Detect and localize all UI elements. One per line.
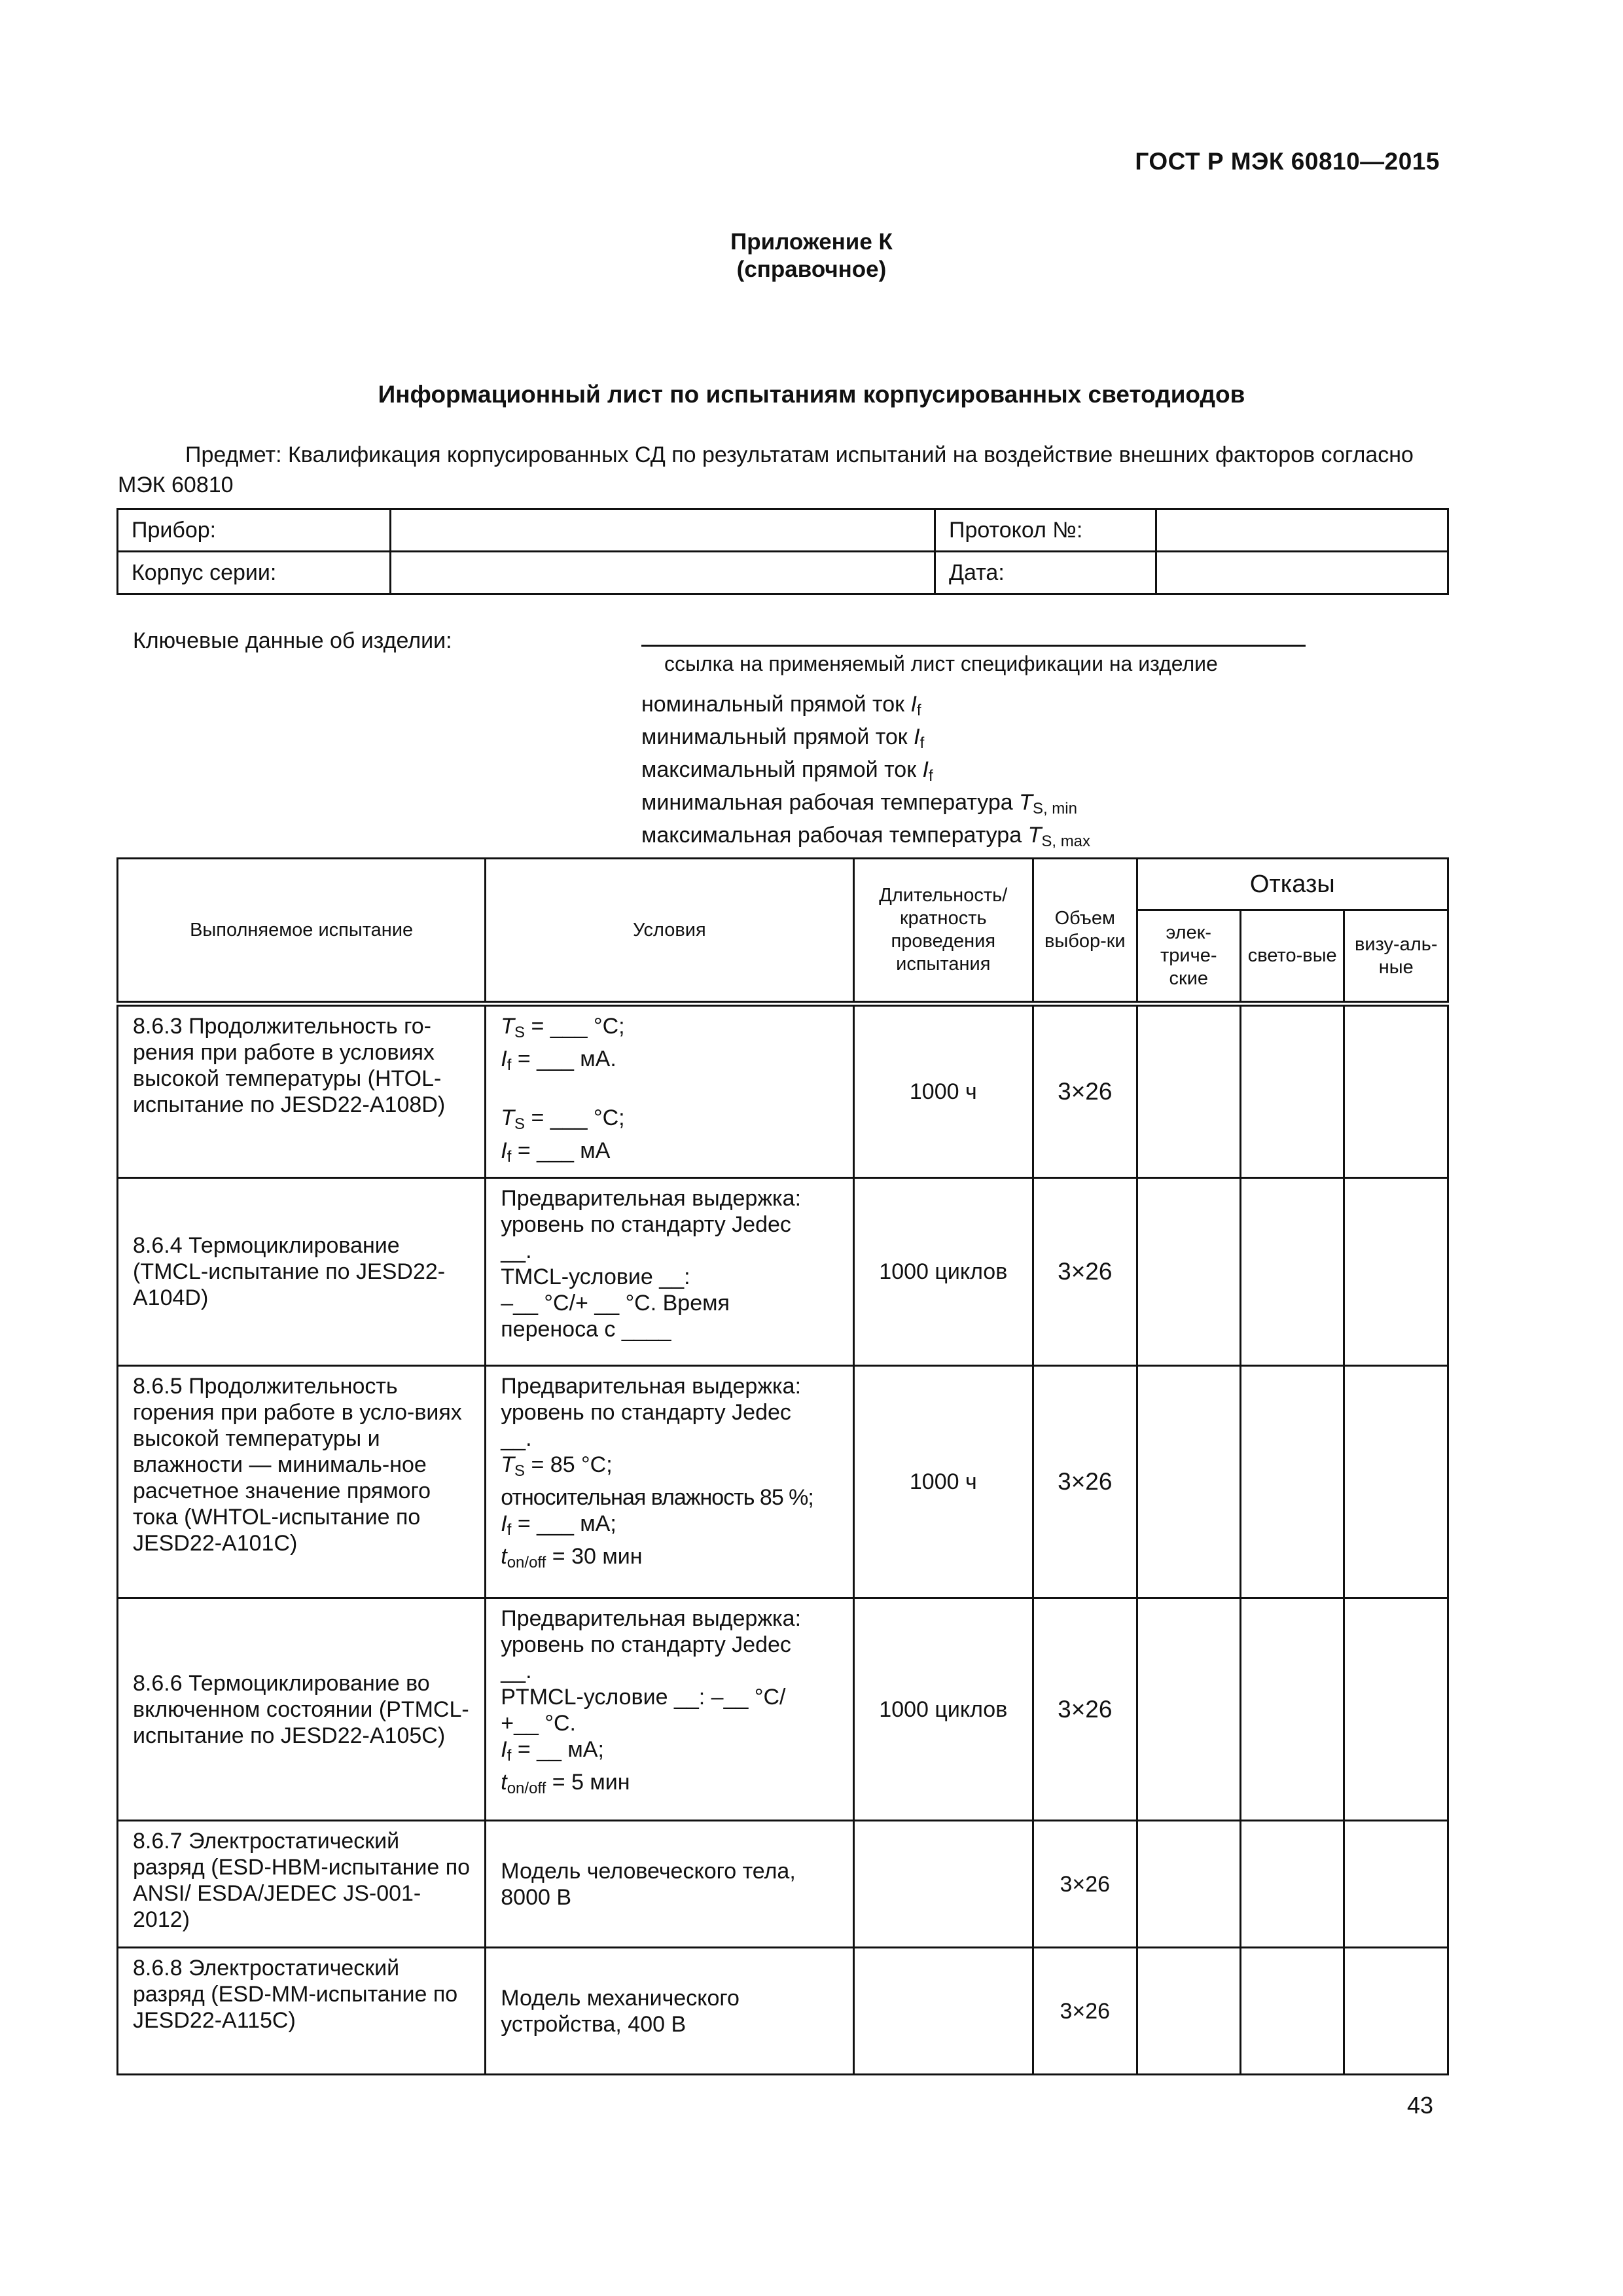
conditions-cell: Предварительная выдержка: уровень по стандарту Jedec __. PTMCL-условие __: –__ °C/ +__ °C. $I_f$ = __ мА; $t_{on/off} = 5$ мин <box>486 1598 853 1821</box>
failure-visual-cell[interactable] <box>1344 1178 1448 1366</box>
failure-light-cell[interactable] <box>1241 1366 1344 1598</box>
test-cell: 8.6.5 Продолжительность горения при работе в усло-виях высокой температуры и влажности — минималь-ное расчетное значение прямого тока (WHTOL-испытание по JESD22-A101C) <box>118 1366 486 1598</box>
key-data-list <box>641 691 1090 855</box>
conditions-cell: Предварительная выдержка: уровень по стандарту Jedec __. TMCL-условие __: –__ °C/+ __ °C. Время переноса с ____ <box>486 1178 853 1366</box>
test-cell: 8.6.8 Электростатический разряд (ESD-MM-испытание по JESD22-A115C) <box>118 1948 486 2075</box>
key-item: минимальная рабочая температура $T_{S, min}$ <box>641 790 1077 817</box>
table-row <box>118 1948 1448 2075</box>
protocol-label: Протокол №: <box>935 509 1156 552</box>
failure-light-cell[interactable] <box>1241 1178 1344 1366</box>
sample-cell: 3×26 <box>1033 1598 1137 1821</box>
failure-visual-cell[interactable] <box>1344 1821 1448 1948</box>
package-label: Корпус серии: <box>118 552 391 594</box>
key-item: максимальный прямой ток $I_f$ <box>641 757 933 785</box>
key-item: минимальный прямой ток $I_f$ <box>641 725 925 752</box>
failure-visual-cell[interactable] <box>1344 1004 1448 1178</box>
test-cell: 8.6.3 Продолжительность го-рения при работе в условиях высокой температуры (HTOL-испытание по JESD22-A108D) <box>118 1004 486 1178</box>
subject-paragraph: Предмет: Квалификация корпусированных СД по результатам испытаний на воздействие внешних факторов согласно МЭК 60810 <box>118 442 1414 497</box>
failure-light-cell[interactable] <box>1241 1004 1344 1178</box>
duration-cell <box>853 1948 1033 2075</box>
failure-electrical-cell[interactable] <box>1137 1948 1240 2075</box>
failure-light-cell[interactable] <box>1241 1598 1344 1821</box>
header-failures: Отказы <box>1137 859 1448 910</box>
header-light: свето-вые <box>1241 910 1344 1004</box>
device-field[interactable] <box>390 509 935 552</box>
key-item: номинальный прямой ток $I_f$ <box>641 692 921 719</box>
test-cell: 8.6.6 Термоциклирование во включенном состоянии (PTMCL-испытание по JESD22-A105C) <box>118 1598 486 1821</box>
failure-electrical-cell[interactable] <box>1137 1821 1240 1948</box>
header-sample: Объем выбор-ки <box>1033 859 1137 1004</box>
key-data-label: Ключевые данные об изделии: <box>133 628 452 653</box>
header-electrical: элек-триче-ские <box>1137 910 1240 1004</box>
conditions-cell: Модель человеческого тела, 8000 В <box>486 1821 853 1948</box>
conditions-cell: Модель механического устройства, 400 В <box>486 1948 853 2075</box>
package-field[interactable] <box>390 552 935 594</box>
test-table <box>116 857 1449 2075</box>
page-number: 43 <box>1407 2092 1434 2119</box>
info-table <box>116 508 1449 595</box>
header-visual: визу-аль-ные <box>1344 910 1448 1004</box>
failure-electrical-cell[interactable] <box>1137 1366 1240 1598</box>
document-title: Информационный лист по испытаниям корпусированных светодиодов <box>378 381 1245 408</box>
failure-light-cell[interactable] <box>1241 1948 1344 2075</box>
sample-cell: 3×26 <box>1033 1178 1137 1366</box>
conditions-cell: Предварительная выдержка: уровень по стандарту Jedec __. $T_S = 85$ °C; относительная влажность 85 %; $I_f$ = ___ мА; $t_{on/off} = 30$ мин <box>486 1366 853 1598</box>
duration-cell: 1000 ч <box>853 1004 1033 1178</box>
duration-cell: 1000 циклов <box>853 1178 1033 1366</box>
test-cell: 8.6.4 Термоциклирование (TMCL-испытание по JESD22-A104D) <box>118 1178 486 1366</box>
reference-line <box>641 645 1306 647</box>
conditions-cell: $T_S$ = ___ °C; $I_f$ = ___ мА. $T_S$ = ___ °C; $I_f$ = ___ мА <box>486 1004 853 1178</box>
annex-title: Приложение К <box>730 229 893 255</box>
sample-cell: 3×26 <box>1033 1366 1137 1598</box>
table-row <box>118 1366 1448 1598</box>
test-cell: 8.6.7 Электростатический разряд (ESD-HBM-испытание по ANSI/ ESDA/JEDEC JS-001-2012) <box>118 1821 486 1948</box>
header-conditions: Условия <box>486 859 853 1004</box>
table-row <box>118 1598 1448 1821</box>
failure-electrical-cell[interactable] <box>1137 1598 1240 1821</box>
sample-cell: 3×26 <box>1033 1821 1137 1948</box>
header-duration: Длительность/ кратность проведения испытания <box>853 859 1033 1004</box>
date-field[interactable] <box>1156 552 1448 594</box>
annex-type: (справочное) <box>736 257 887 282</box>
duration-cell: 1000 ч <box>853 1366 1033 1598</box>
sample-cell: 3×26 <box>1033 1948 1137 2075</box>
table-row <box>118 1004 1448 1178</box>
reference-caption: ссылка на применяемый лист спецификации на изделие <box>664 652 1218 675</box>
failure-electrical-cell[interactable] <box>1137 1004 1240 1178</box>
duration-cell <box>853 1821 1033 1948</box>
failure-visual-cell[interactable] <box>1344 1948 1448 2075</box>
header-test: Выполняемое испытание <box>118 859 486 1004</box>
date-label: Дата: <box>935 552 1156 594</box>
sample-cell: 3×26 <box>1033 1004 1137 1178</box>
standard-code: ГОСТ Р МЭК 60810—2015 <box>1135 148 1440 175</box>
table-row <box>118 1178 1448 1366</box>
duration-cell: 1000 циклов <box>853 1598 1033 1821</box>
failure-electrical-cell[interactable] <box>1137 1178 1240 1366</box>
key-item: максимальная рабочая температура $T_{S, max}$ <box>641 823 1091 850</box>
protocol-field[interactable] <box>1156 509 1448 552</box>
failure-visual-cell[interactable] <box>1344 1366 1448 1598</box>
failure-visual-cell[interactable] <box>1344 1598 1448 1821</box>
table-row <box>118 1821 1448 1948</box>
device-label: Прибор: <box>118 509 391 552</box>
failure-light-cell[interactable] <box>1241 1821 1344 1948</box>
